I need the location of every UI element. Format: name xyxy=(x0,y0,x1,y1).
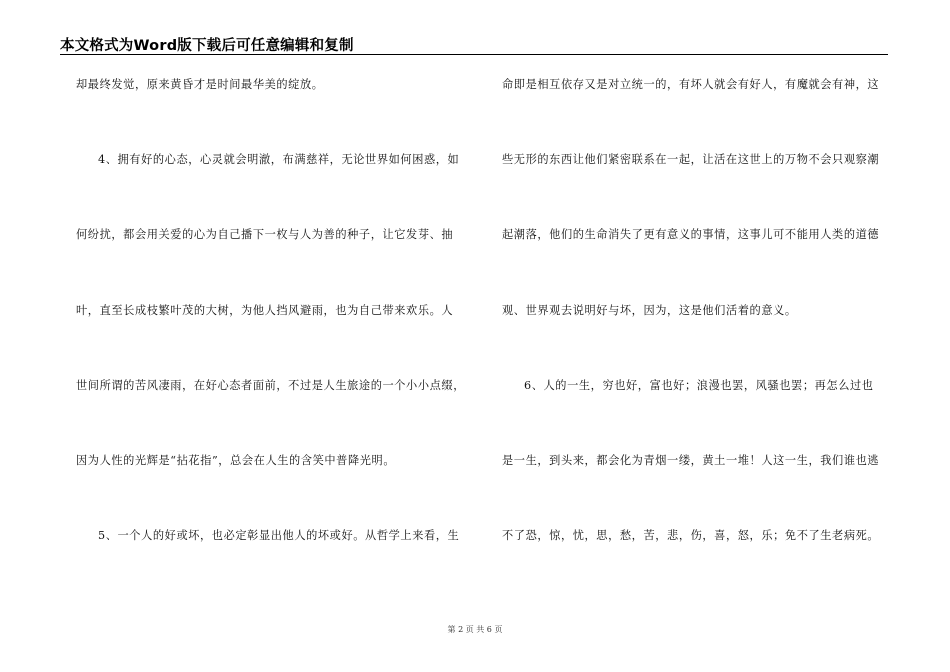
text-line: 4、拥有好的心态，心灵就会明澈，布满慈祥，无论世界如何困惑，如 xyxy=(98,153,460,167)
text-line: 不了恐，惊，忧，思，愁，苦，悲，伤，喜，怒，乐；免不了生老病死。 xyxy=(502,529,880,543)
text-line: 命即是相互依存又是对立统一的，有坏人就会有好人，有魔就会有神，这 xyxy=(502,78,880,91)
header-divider xyxy=(60,54,888,55)
text-line: 何纷扰，都会用关爱的心为自己播下一枚与人为善的种子，让它发芽、抽 xyxy=(76,228,454,242)
text-line: 些无形的东西让他们紧密联系在一起，让活在这世上的万物不会只观察潮 xyxy=(502,153,880,167)
text-line: 观、世界观去说明好与坏，因为，这是他们活着的意义。 xyxy=(502,303,797,317)
text-line: 却最终发觉，原来黄昏才是时间最华美的绽放。 xyxy=(76,78,324,91)
document-header-title: 本文格式为Word版下载后可任意编辑和复制 xyxy=(60,38,354,54)
page-number-footer: 第 2 页 共 6 页 xyxy=(447,625,503,634)
text-line: 因为人性的光辉是“拈花指”，总会在人生的含笑中普降光明。 xyxy=(76,453,396,467)
text-line: 5、一个人的好或坏，也必定彰显出他人的坏或好。从哲学上来看，生 xyxy=(98,529,460,543)
left-text-column xyxy=(76,70,471,596)
right-text-column xyxy=(502,70,888,596)
text-line: 世间所谓的苦风凄雨，在好心态者面前，不过是人生旅途的一个小小点缀， xyxy=(76,378,465,392)
text-line: 起潮落，他们的生命消失了更有意义的事情，这事儿可不能用人类的道德 xyxy=(502,228,880,242)
text-line: 叶，直至长成枝繁叶茂的大树，为他人挡风避雨，也为自己带来欢乐。人 xyxy=(76,303,454,317)
text-line: 6、人的一生，穷也好，富也好；浪漫也罢，风骚也罢；再怎么过也 xyxy=(524,378,874,392)
text-line: 是一生，到头来，都会化为青烟一缕，黄土一堆！人这一生，我们谁也逃 xyxy=(502,453,880,467)
